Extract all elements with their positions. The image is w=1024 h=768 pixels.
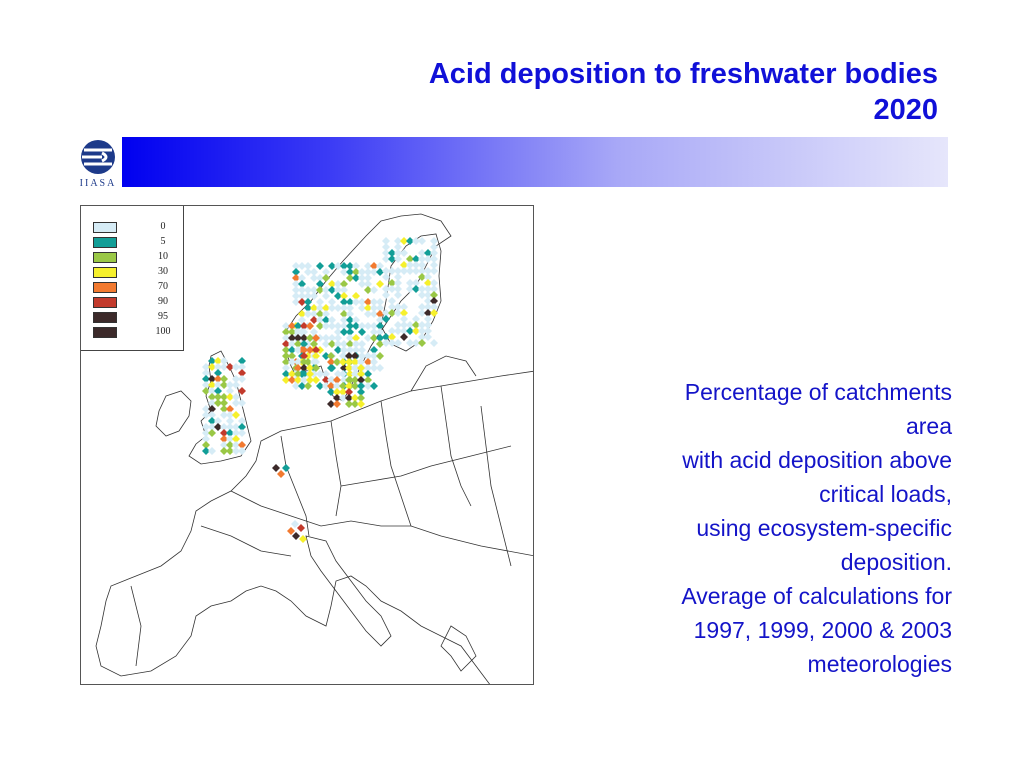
exceedance-cell bbox=[322, 292, 330, 300]
header-gradient-band bbox=[122, 137, 948, 187]
greece-outline bbox=[441, 626, 476, 671]
caption-line: Percentage of catchments bbox=[684, 379, 952, 405]
exceedance-cell bbox=[418, 339, 426, 347]
exceedance-cell bbox=[370, 382, 378, 390]
legend-swatch bbox=[93, 297, 117, 308]
exceedance-cell bbox=[430, 267, 438, 275]
legend-item bbox=[93, 312, 183, 323]
caption-line: area bbox=[905, 413, 952, 439]
exceedance-cell bbox=[316, 262, 324, 270]
caption-line: using ecosystem-specific bbox=[696, 515, 952, 541]
legend-label: 100 bbox=[155, 326, 171, 337]
exceedance-cell bbox=[232, 411, 240, 419]
exceedance-cell bbox=[238, 399, 246, 407]
exceedance-cell bbox=[208, 429, 216, 437]
ireland-outline bbox=[156, 391, 191, 436]
exceedance-cell bbox=[394, 291, 402, 299]
title-line-2: 2020 bbox=[873, 94, 938, 126]
iiasa-logo-icon bbox=[76, 136, 120, 188]
exceedance-cell bbox=[376, 352, 384, 360]
legend-swatch bbox=[93, 312, 117, 323]
logo-text: IIASA bbox=[79, 178, 117, 188]
exceedance-cell bbox=[297, 524, 305, 532]
legend-label: 90 bbox=[158, 296, 168, 307]
exceedance-cell bbox=[357, 400, 365, 408]
map-legend bbox=[81, 206, 184, 351]
exceedance-cell bbox=[370, 286, 378, 294]
exceedance-cell bbox=[418, 237, 426, 245]
exceedance-cell bbox=[291, 520, 299, 528]
exceedance-cell bbox=[394, 255, 402, 263]
exceedance-cell bbox=[376, 280, 384, 288]
exceedance-cell bbox=[232, 381, 240, 389]
exceedance-cell bbox=[238, 375, 246, 383]
exceedance-cell bbox=[400, 333, 408, 341]
caption-line: Average of calculations for bbox=[681, 583, 952, 609]
legend-label: 5 bbox=[160, 236, 166, 247]
map-caption bbox=[592, 375, 952, 681]
legend-item bbox=[93, 327, 183, 338]
exceedance-cell bbox=[376, 340, 384, 348]
slide-title bbox=[429, 56, 938, 128]
legend-item bbox=[93, 267, 183, 278]
legend-swatch bbox=[93, 252, 117, 263]
exceedance-cell bbox=[376, 268, 384, 276]
exceedance-cell bbox=[322, 274, 330, 282]
exceedance-cell bbox=[430, 339, 438, 347]
caption-line: with acid deposition above bbox=[682, 447, 952, 473]
legend-item bbox=[93, 237, 183, 248]
legend-swatch bbox=[93, 282, 117, 293]
caption-line: critical loads, bbox=[819, 481, 952, 507]
exceedance-cell bbox=[333, 400, 341, 408]
caption-line: deposition. bbox=[840, 549, 952, 575]
legend-label: 10 bbox=[158, 251, 168, 262]
exceedance-cell bbox=[282, 464, 290, 472]
exceedance-cell bbox=[238, 429, 246, 437]
exceedance-cell bbox=[238, 447, 246, 455]
caption-line: meteorologies bbox=[807, 651, 952, 677]
caption-line: 1997, 1999, 2000 & 2003 bbox=[693, 617, 952, 643]
legend-label: 70 bbox=[158, 281, 168, 292]
exceedance-cell bbox=[376, 364, 384, 372]
exceedance-cell bbox=[358, 328, 366, 336]
legend-label: 30 bbox=[158, 266, 168, 277]
exceedance-cell bbox=[382, 291, 390, 299]
legend-swatch bbox=[93, 327, 117, 338]
legend-swatch bbox=[93, 267, 117, 278]
exceedance-cell bbox=[292, 532, 300, 540]
legend-swatch bbox=[93, 237, 117, 248]
exceedance-cell bbox=[339, 370, 347, 378]
legend-item bbox=[93, 282, 183, 293]
exceedance-cells bbox=[202, 237, 438, 543]
title-line-1: Acid deposition to freshwater bodies bbox=[428, 58, 938, 90]
exceedance-cell bbox=[287, 527, 295, 535]
exceedance-cell bbox=[277, 470, 285, 478]
legend-item bbox=[93, 297, 183, 308]
continent-outline bbox=[96, 371, 534, 685]
exceedance-cell bbox=[400, 249, 408, 257]
legend-item bbox=[93, 222, 183, 233]
exceedance-cell bbox=[208, 447, 216, 455]
italy-outline bbox=[306, 536, 391, 646]
exceedance-cell bbox=[272, 464, 280, 472]
legend-label: 0 bbox=[160, 221, 166, 232]
exceedance-cell bbox=[327, 364, 335, 372]
europe-map bbox=[80, 205, 534, 685]
legend-swatch bbox=[93, 222, 117, 233]
legend-label: 95 bbox=[158, 311, 168, 322]
exceedance-cell bbox=[430, 309, 438, 317]
legend-item bbox=[93, 252, 183, 263]
